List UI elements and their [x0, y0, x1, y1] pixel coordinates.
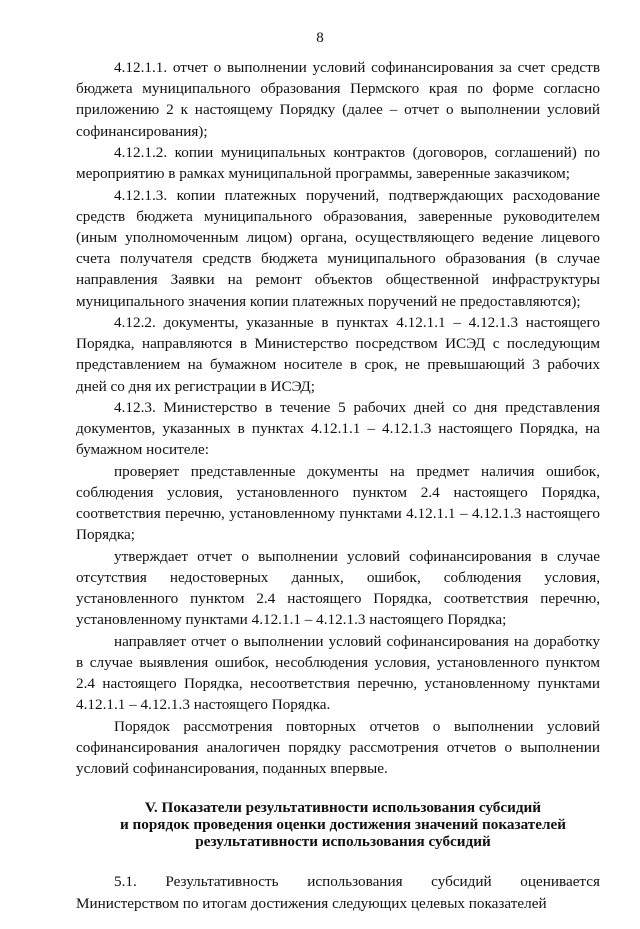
paragraph-returns-report: направляет отчет о выполнении условий софинансирования на доработку в случае выявления ошибок, несоблюдения условия, установленного пунктом 2.4 настоящего Порядка, несоответствия перечню, установленному пунктами 4.12.1.1 – 4.12.1.3 настоящего Порядка. — [76, 632, 600, 714]
paragraph-4-12-1-1: 4.12.1.1. отчет о выполнении условий софинансирования за счет средств бюджета муниципального образования Пермского края по форме согласно приложению 2 к настоящему Порядку (далее – отчет о выполнении условий софинансирования); — [76, 59, 600, 140]
paragraph-approves-report: утверждает отчет о выполнении условий софинансирования в случае отсутствия недостоверных данных, ошибок, соблюдения условия, установленного пунктом 2.4 настоящего Порядка, соответствия перечню, установленному пунктами 4.12.1.1 – 4.12.1.3 настоящего Порядка; — [76, 547, 600, 629]
paragraph-4-12-3: 4.12.3. Министерство в течение 5 рабочих дней со дня представления документов, указанных в пунктах 4.12.1.1 – 4.12.1.3 настоящего Порядка, на бумажном носителе: — [76, 399, 600, 459]
section-heading-line-3: результативности использования субсидий — [195, 833, 491, 851]
document-body — [76, 57, 600, 929]
section-v-heading — [76, 799, 600, 850]
paragraph-5-1: 5.1. Результативность использования субсидий оценивается Министерством по итогам достижения следующих целевых показателей — [76, 873, 600, 912]
section-heading-line-2: и порядок проведения оценки достижения значений показателей — [119, 816, 567, 834]
page-number: 8 — [316, 30, 324, 46]
section-heading-line-1: V. Показатели результативности использования субсидий — [144, 799, 542, 817]
paragraph-repeat-reports: Порядок рассмотрения повторных отчетов о выполнении условий софинансирования аналогичен порядку рассмотрения отчетов о выполнении условий софинансирования, поданных впервые. — [76, 717, 600, 778]
paragraph-4-12-1-2: 4.12.1.2. копии муниципальных контрактов (договоров, соглашений) по мероприятию в рамках муниципальной программы, заверенные заказчиком; — [76, 144, 600, 183]
paragraph-4-12-1-3: 4.12.1.3. копии платежных поручений, подтверждающих расходование средств бюджета муниципального образования, заверенные руководителем (иным уполномоченным лицом) органа, осуществляющего ведение лицевого счета получателя средств бюджета муниципального образования (в случае направления Заявки на ремонт объектов общественной инфраструктуры муниципального значения копии платежных поручений не предоставляются); — [76, 186, 600, 310]
paragraph-4-12-2: 4.12.2. документы, указанные в пунктах 4.12.1.1 – 4.12.1.3 настоящего Порядка, направляются в Министерство посредством ИСЭД с последующим представлением на бумажном носителе в срок, не превышающий 3 рабочих дней со дня их регистрации в ИСЭД; — [76, 314, 600, 395]
paragraph-checks-documents: проверяет представленные документы на предмет наличия ошибок, соблюдения условия, установленного пунктом 2.4 настоящего Порядка, соответствия перечню, установленному пунктами 4.12.1.1 – 4.12.1.3 настоящего Порядка; — [76, 462, 600, 544]
